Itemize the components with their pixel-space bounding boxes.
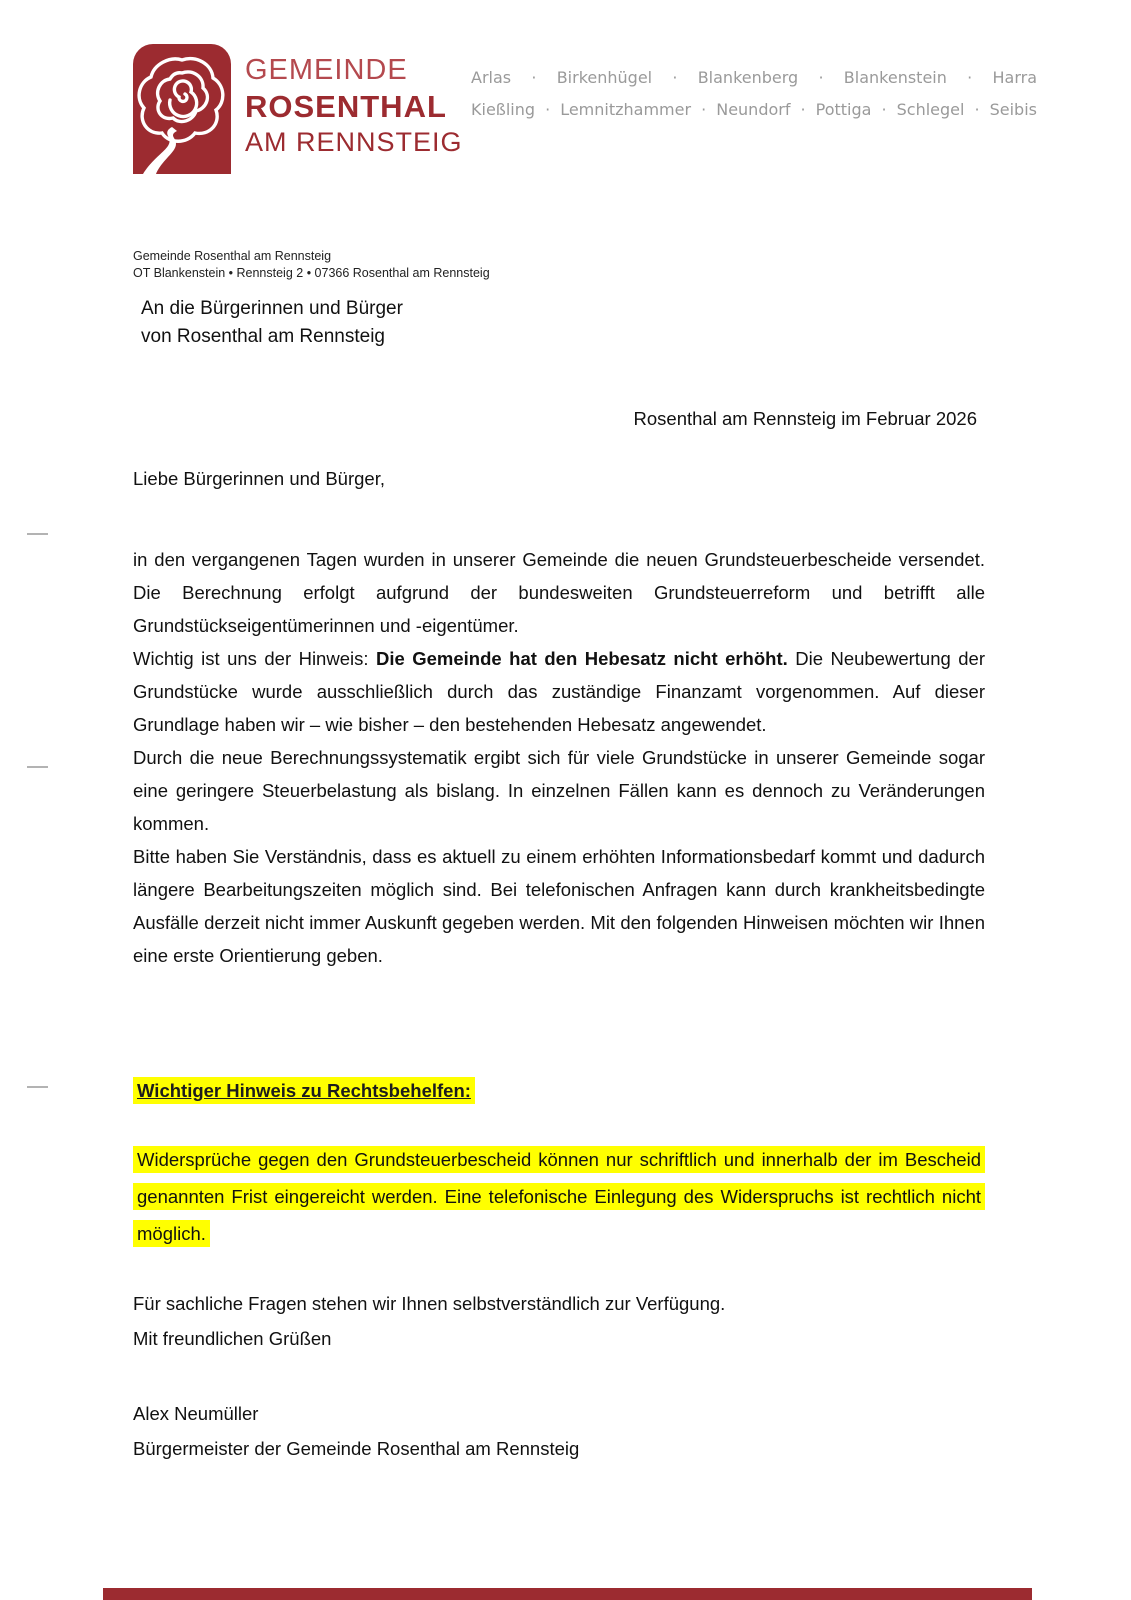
paragraph-4: Bitte haben Sie Verständnis, dass es aktuell zu einem erhöhten Informationsbedarf kommt und dadurch längere Bearbeitungszeiten möglich sind. Bei telefonischen Anfragen kann durch krankheitsbedingte Ausfälle derzeit nicht immer Auskunft gegeben werden. Mit den folgenden Hinweisen möchten wir Ihnen eine erste Orientierung geben. <box>133 846 985 966</box>
paragraph-1: in den vergangenen Tagen wurden in unserer Gemeinde die neuen Grundsteuerbescheide versendet. Die Berechnung erfolgt aufgrund der bundesweiten Grundsteuerreform und betrifft alle Grundstückseigentümerinnen und -eigentümer. <box>133 549 985 636</box>
district-list-line1: Arlas · Birkenhügel · Blankenberg · Blankenstein · Harra <box>471 68 1037 87</box>
recipient-line1: An die Bürgerinnen und Bürger <box>141 298 403 319</box>
important-notice-heading: Wichtiger Hinweis zu Rechtsbehelfen: <box>133 1077 475 1104</box>
logo-word-rosenthal: ROSENTHAL <box>245 89 447 124</box>
fold-mark-bottom <box>27 1086 48 1088</box>
district-list-line2: Kießling · Lemnitzhammer · Neundorf · Pottiga · Schlegel · Seibis <box>471 100 1037 119</box>
sender-line2: OT Blankenstein • Rennsteig 2 • 07366 Rosenthal am Rennsteig <box>133 266 490 280</box>
municipality-logo <box>133 44 231 174</box>
paragraph-2 <box>133 642 985 741</box>
letter-body <box>133 543 985 972</box>
important-notice-paragraph-row <box>133 1141 985 1252</box>
sender-address <box>133 248 490 282</box>
paragraph-3: Durch die neue Berechnungssystematik ergibt sich für viele Grundstücke in unserer Gemeinde sogar eine geringere Steuerbelastung als bislang. In einzelnen Fällen kann es dennoch zu Veränderungen kommen. <box>133 747 985 834</box>
signature-name: Alex Neumüller <box>133 1403 259 1424</box>
signature-block <box>133 1396 579 1466</box>
closing-block <box>133 1286 725 1356</box>
rose-icon <box>133 44 231 174</box>
important-notice-paragraph: Widersprüche gegen den Grundsteuerbescheid können nur schriftlich und innerhalb der im Bescheid genannten Frist eingereicht werden. Eine telefonische Einlegung des Widerspruchs ist rechtlich nicht möglich. <box>133 1146 985 1247</box>
date-line: Rosenthal am Rennsteig im Februar 2026 <box>633 408 977 429</box>
district-list <box>471 62 1037 126</box>
logo-word-am-rennsteig: AM RENNSTEIG <box>245 127 463 157</box>
signature-title: Bürgermeister der Gemeinde Rosenthal am Rennsteig <box>133 1438 580 1459</box>
logo-word-gemeinde: GEMEINDE <box>245 54 408 86</box>
important-notice-heading-row <box>133 1080 475 1102</box>
salutation: Liebe Bürgerinnen und Bürger, <box>133 468 385 489</box>
sender-line1: Gemeinde Rosenthal am Rennsteig <box>133 249 332 263</box>
recipient-address <box>141 295 403 351</box>
recipient-line2: von Rosenthal am Rennsteig <box>141 326 385 347</box>
fold-mark-middle <box>27 766 48 768</box>
logo-wordmark <box>245 56 463 156</box>
footer-accent-bar <box>103 1588 1032 1600</box>
paragraph-2-prefix: Wichtig ist uns der Hinweis: <box>133 648 376 669</box>
closing-line1: Für sachliche Fragen stehen wir Ihnen selbstverständlich zur Verfügung. <box>133 1293 726 1314</box>
fold-mark-top <box>27 533 48 535</box>
paragraph-2-bold-statement: Die Gemeinde hat den Hebesatz nicht erhöht. <box>375 648 788 669</box>
closing-line2: Mit freundlichen Grüßen <box>133 1328 332 1349</box>
paragraph-2-rest: Die Neubewertung der Grundstücke wurde ausschließlich durch das zuständige Finanzamt vorgenommen. Auf dieser Grundlage haben wir – wie bisher – den bestehenden Hebesatz angewendet. <box>133 648 985 735</box>
